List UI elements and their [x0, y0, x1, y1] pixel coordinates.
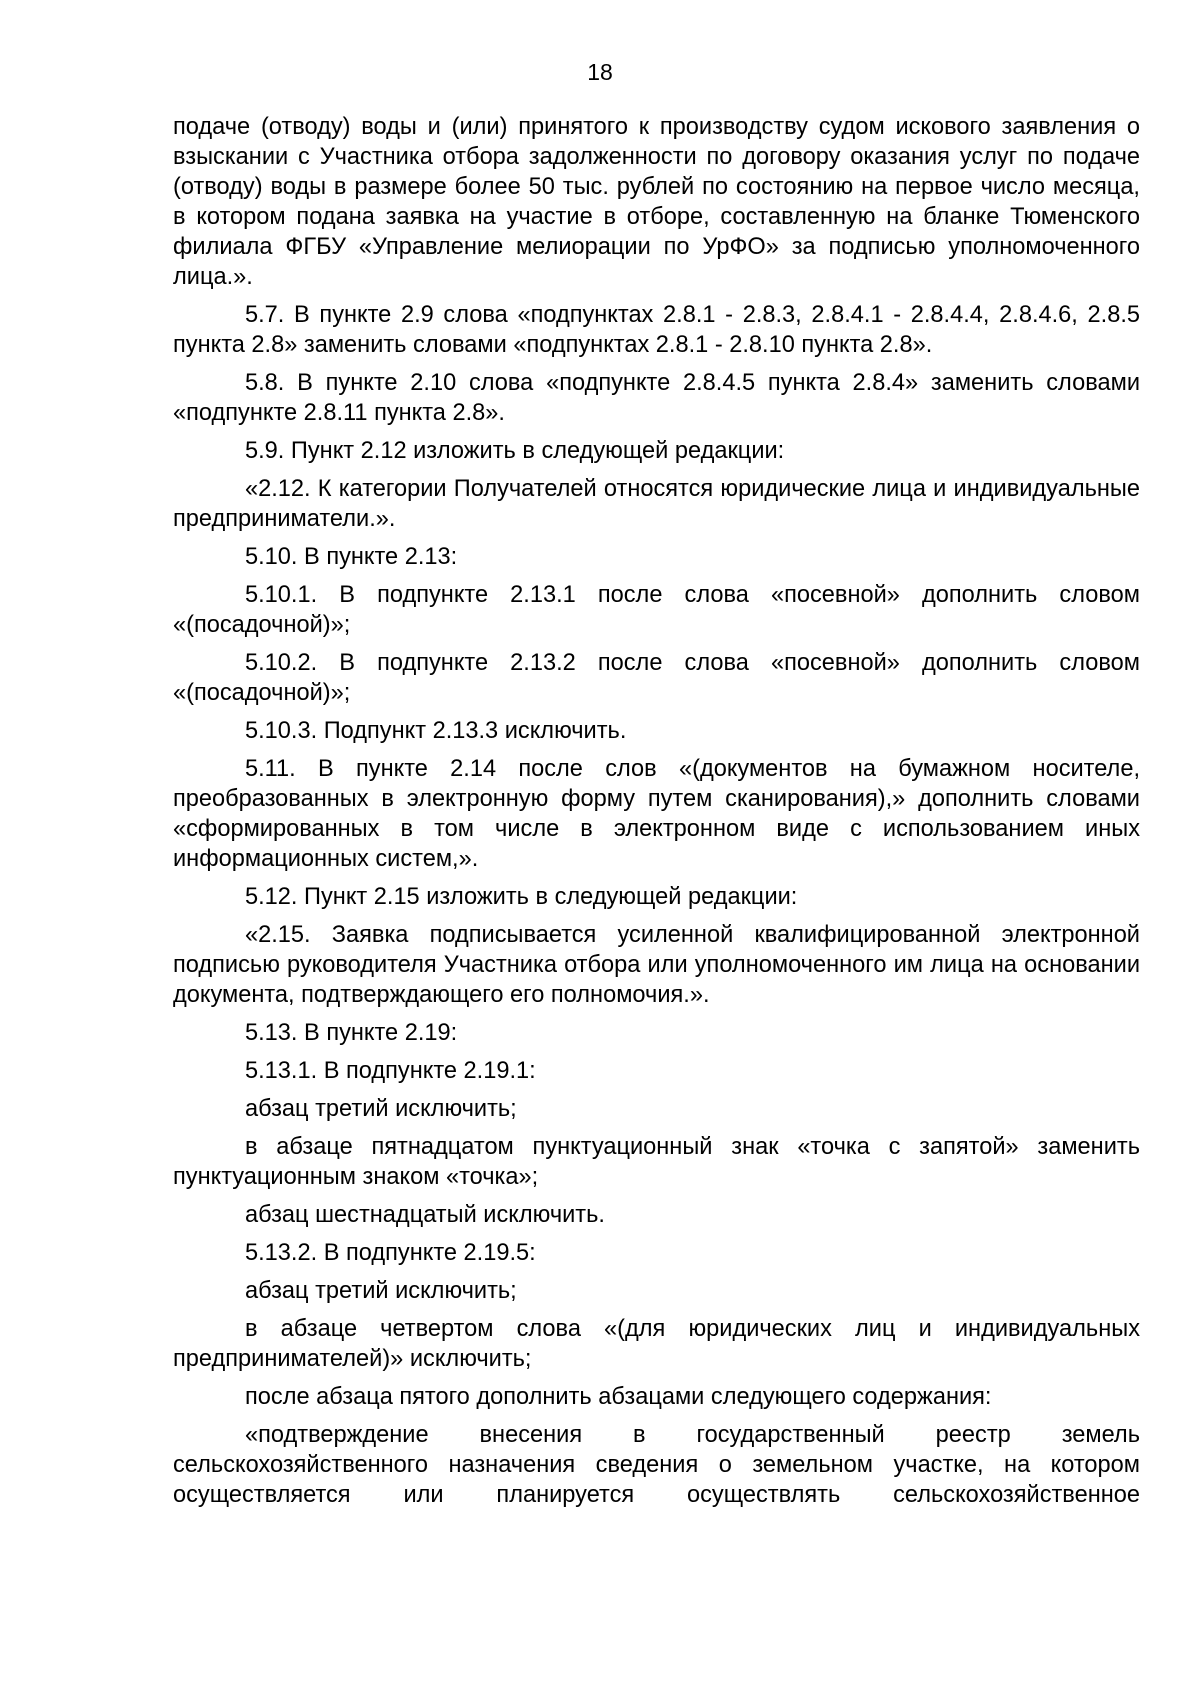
paragraph: после абзаца пятого дополнить абзацами следующего содержания:: [245, 1384, 992, 1410]
paragraph: 5.13.2. В подпункте 2.19.5:: [245, 1240, 536, 1266]
paragraph: «подтверждение внесения в государственный реестр земель сельскохозяйственного назначения сведения о земельном участке, на котором осуществляется или планируется осуществлять сельскохозяйственное: [173, 1422, 1140, 1508]
paragraph: 5.11. В пункте 2.14 после слов «(документов на бумажном носителе, преобразованных в электронную форму путем сканирования),» дополнить словами «сформированных в том числе в электронном виде с использованием иных информационных систем,».: [173, 756, 1140, 872]
paragraph: 5.13. В пункте 2.19:: [245, 1020, 458, 1046]
paragraph: абзац шестнадцатый исключить.: [245, 1202, 605, 1228]
paragraph: подаче (отводу) воды и (или) принятого к производству судом искового заявления о взыскании с Участника отбора задолженности по договору оказания услуг по подаче (отводу) воды в размере более 50 тыс. рублей по состоянию на первое число месяца, в котором подана заявка на участие в отборе, составленную на бланке Тюменского филиала ФГБУ «Управление мелиорации по УрФО» за подписью уполномоченного лица.».: [173, 114, 1140, 290]
paragraph: 5.12. Пункт 2.15 изложить в следующей редакции:: [245, 884, 798, 910]
paragraph: «2.12. К категории Получателей относятся юридические лица и индивидуальные предприниматели.».: [173, 476, 1140, 532]
paragraph: 5.9. Пункт 2.12 изложить в следующей редакции:: [245, 438, 785, 464]
paragraph: абзац третий исключить;: [245, 1278, 517, 1304]
paragraph: 5.10.2. В подпункте 2.13.2 после слова «посевной» дополнить словом «(посадочной)»;: [173, 650, 1140, 706]
paragraph: «2.15. Заявка подписывается усиленной квалифицированной электронной подписью руководителя Участника отбора или уполномоченного им лица на основании документа, подтверждающего его полномочия.».: [173, 922, 1140, 1008]
paragraph: 5.10.3. Подпункт 2.13.3 исключить.: [245, 718, 627, 744]
paragraph: 5.13.1. В подпункте 2.19.1:: [245, 1058, 536, 1084]
paragraph: 5.7. В пункте 2.9 слова «подпунктах 2.8.1 - 2.8.3, 2.8.4.1 - 2.8.4.4, 2.8.4.6, 2.8.5 пункта 2.8» заменить словами «подпунктах 2.8.1 - 2.8.10 пункта 2.8».: [173, 302, 1140, 358]
paragraph: в абзаце пятнадцатом пунктуационный знак «точка с запятой» заменить пунктуационным знаком «точка»;: [173, 1134, 1140, 1190]
paragraph: в абзаце четвертом слова «(для юридических лиц и индивидуальных предпринимателей)» исключить;: [173, 1316, 1140, 1372]
page-number: 18: [587, 59, 613, 85]
paragraph: 5.10. В пункте 2.13:: [245, 544, 458, 570]
paragraph: 5.10.1. В подпункте 2.13.1 после слова «посевной» дополнить словом «(посадочной)»;: [173, 582, 1140, 638]
paragraph: абзац третий исключить;: [245, 1096, 517, 1122]
document-body: [173, 112, 1140, 1518]
paragraph: 5.8. В пункте 2.10 слова «подпункте 2.8.4.5 пункта 2.8.4» заменить словами «подпункте 2.8.11 пункта 2.8».: [173, 370, 1140, 426]
